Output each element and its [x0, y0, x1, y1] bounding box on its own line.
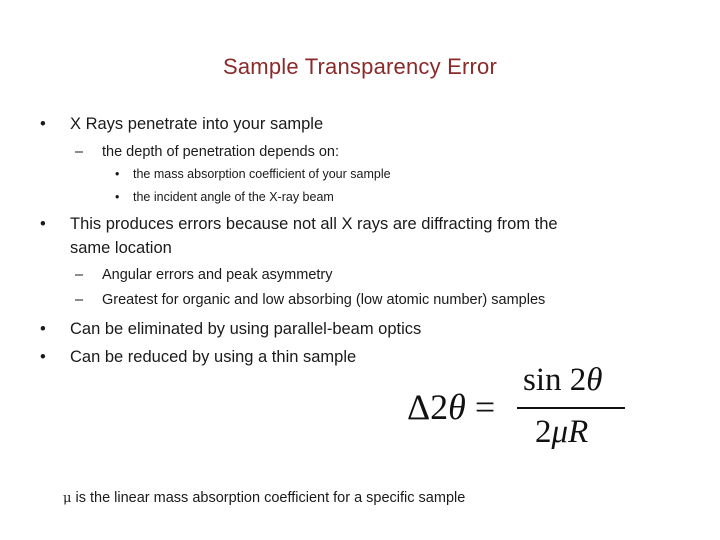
formula-sin-2: sin 2	[523, 362, 587, 398]
bullet-marker: •	[40, 320, 46, 338]
bullet-marker: •	[115, 190, 120, 204]
formula-theta: θ	[448, 387, 466, 427]
bullet-text: This produces errors because not all X rays are diffracting from the	[70, 215, 558, 233]
formula-lhs	[407, 386, 495, 428]
dash-marker: –	[75, 292, 84, 308]
mu-symbol: μ	[63, 491, 72, 506]
formula-numerator	[523, 362, 602, 399]
penetration-error-formula	[405, 362, 635, 462]
formula-mu: μ	[551, 414, 569, 450]
fraction-bar	[517, 407, 625, 409]
formula-equals: =	[465, 387, 496, 427]
bullet-marker: •	[115, 167, 120, 181]
dash-marker: –	[75, 144, 84, 160]
bullet-2-continuation	[70, 239, 172, 258]
bullet-text: Can be reduced by using a thin sample	[70, 348, 357, 366]
bullet-text: X Rays penetrate into your sample	[70, 115, 324, 133]
formula-denominator-2: 2	[535, 414, 552, 450]
bullet-text: the mass absorption coefficient of your sample	[133, 167, 391, 181]
formula-r: R	[568, 414, 589, 450]
footnote-text: is the linear mass absorption coefficient for a specific sample	[71, 490, 466, 506]
formula-numerator-theta: θ	[586, 362, 603, 398]
bullet-marker: •	[40, 215, 46, 233]
footnote	[63, 490, 465, 506]
bullet-text: Angular errors and peak asymmetry	[102, 267, 333, 283]
formula-delta-2: Δ2	[407, 387, 449, 427]
bullet-text: the incident angle of the X-ray beam	[133, 190, 334, 204]
bullet-text: the depth of penetration depends on:	[102, 144, 340, 160]
dash-marker: –	[75, 267, 84, 283]
formula-denominator	[535, 414, 588, 451]
bullet-marker: •	[40, 115, 46, 133]
slide-title: Sample Transparency Error	[223, 54, 497, 79]
bullet-text: Can be eliminated by using parallel-beam optics	[70, 320, 422, 338]
bullet-text-continued: same location	[70, 239, 172, 257]
bullet-text: Greatest for organic and low absorbing (low atomic number) samples	[102, 292, 546, 308]
bullet-marker: •	[40, 348, 46, 366]
